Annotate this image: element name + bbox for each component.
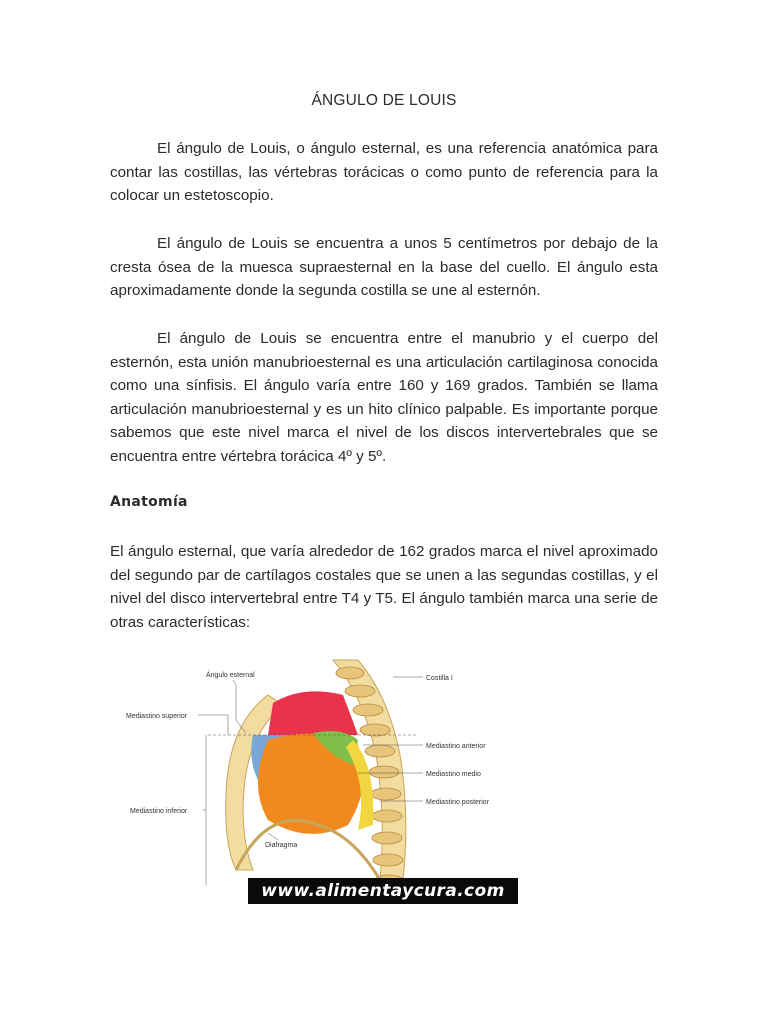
thorax-diagram [118, 655, 528, 910]
label-angulo-esternal: Ángulo esternal [206, 672, 255, 679]
label-diafragma: Diafragma [265, 842, 298, 849]
label-mediastino-inferior: Mediastino inferior [130, 808, 188, 815]
paragraph-2: El ángulo de Louis se encuentra a unos 5 centímetros por debajo de la cresta ósea de la muesca supraesternal en la base del cuello. El ángulo esta aproximadamente donde la segunda costilla se une al esternón. [110, 235, 658, 299]
paragraph-3: El ángulo de Louis se encuentra entre el manubrio y el cuerpo del esternón, esta unión manubrioesternal es una articulación cartilaginosa conocida como una sínfisis. El ángulo varía entre 160 y 169 grados. También se llama articulación manubrioesternal y es un hito clínico palpable. Es importante porque sabemos que este nivel marca el nivel de los discos intervertebrales que se encuentra entre vértebra torácica 4º y 5º. [110, 330, 658, 465]
label-mediastino-anterior: Mediastino anterior [426, 743, 486, 750]
label-costilla: Costilla I [426, 675, 453, 682]
section-paragraph: El ángulo esternal, que varía alrededor de 162 grados marca el nivel aproximado del segundo par de cartílagos costales que se unen a las segundas costillas, y el nivel del disco intervertebral entre T4 y T5. El ángulo también marca una serie de otras características: [110, 543, 658, 631]
label-mediastino-medio: Mediastino medio [426, 771, 481, 778]
watermark-banner: www.alimentaycura.com [248, 878, 518, 904]
label-mediastino-posterior: Mediastino posterior [426, 799, 490, 806]
anatomy-figure [118, 655, 528, 910]
mediastinum-superior-region [268, 691, 358, 735]
paragraph-1: El ángulo de Louis, o ángulo esternal, es una referencia anatómica para contar las costillas, las vértebras torácicas o como punto de referencia para la colocar un estetoscopio. [110, 140, 658, 204]
section-heading: Anatomía [110, 494, 188, 510]
label-mediastino-superior: Mediastino superior [126, 713, 188, 720]
document-title: ÁNGULO DE LOUIS [311, 92, 457, 109]
